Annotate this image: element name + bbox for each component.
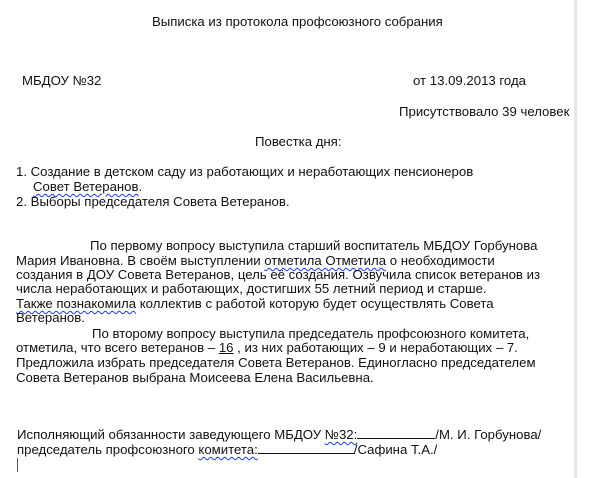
agenda-item-1-continued: Совет Ветеранов. [33, 179, 143, 194]
signature-blank [258, 443, 354, 454]
attendance-count: Присутствовало 39 человек [399, 104, 570, 119]
paragraph-2-line-2: отметила, что всего ветеранов – 16 , из них работающих – 9 и неработающих – 7. [16, 340, 518, 355]
signature-line-2: председатель профсоюзного комитета: /Сафина Т.А./ [17, 442, 438, 457]
spelling-underline: комитета: [198, 442, 258, 457]
agenda-item-1: 1. Создание в детском саду из работающих и неработающих пенсионеров [16, 164, 474, 179]
agenda-heading: Повестка дня: [255, 134, 342, 149]
veterans-total: 16 [218, 340, 234, 355]
signature-line-1: Исполняющий обязанности заведующего МБДОУ №32: /М. И. Горбунова/ [17, 427, 542, 442]
paragraph-1-line-5: Также познакомила коллектив с работой которую будет осуществлять Совета [16, 296, 494, 311]
paragraph-1-line-3: создания в ДОУ Совета Ветеранов, цель её создания. Озвучила список ветеранов из [16, 267, 541, 282]
paragraph-2-line-1: По второму вопросу выступила председатель профсоюзного комитета, [92, 326, 530, 341]
spelling-underline: Совет Ветеранов [33, 179, 139, 194]
paragraph-1-line-2: Мария Ивановна. В своём выступлении отметила Отметила о необходимости [16, 253, 495, 268]
meeting-date: от 13.09.2013 года [413, 73, 527, 88]
paragraph-1-line-1: По первому вопросу выступила старший воспитатель МБДОУ Горбунова [90, 238, 538, 253]
text-cursor [17, 458, 18, 472]
paragraph-2-line-3: Предложила избрать председателя Совета Ветеранов. Единогласно председателем [16, 355, 536, 370]
spelling-underline: Также познакомила [16, 296, 137, 311]
paragraph-1-line-6: Ветеранов. [16, 310, 85, 325]
paragraph-2-line-4: Совета Ветеранов выбрана Моисеева Елена Васильевна. [16, 370, 374, 385]
signature-blank [357, 428, 435, 439]
paragraph-1-line-4: числа неработающих и работающих, достигших 55 летний период и старше. [16, 281, 487, 296]
spelling-underline: №32: [324, 427, 358, 442]
spelling-underline: отметила Отметила [264, 253, 387, 268]
page-edge [574, 0, 577, 478]
organization-name: МБДОУ №32 [22, 73, 102, 88]
agenda-item-2: 2. Выборы председателя Совета Ветеранов. [16, 194, 290, 209]
document-title: Выписка из протокола профсоюзного собрания [152, 14, 443, 29]
